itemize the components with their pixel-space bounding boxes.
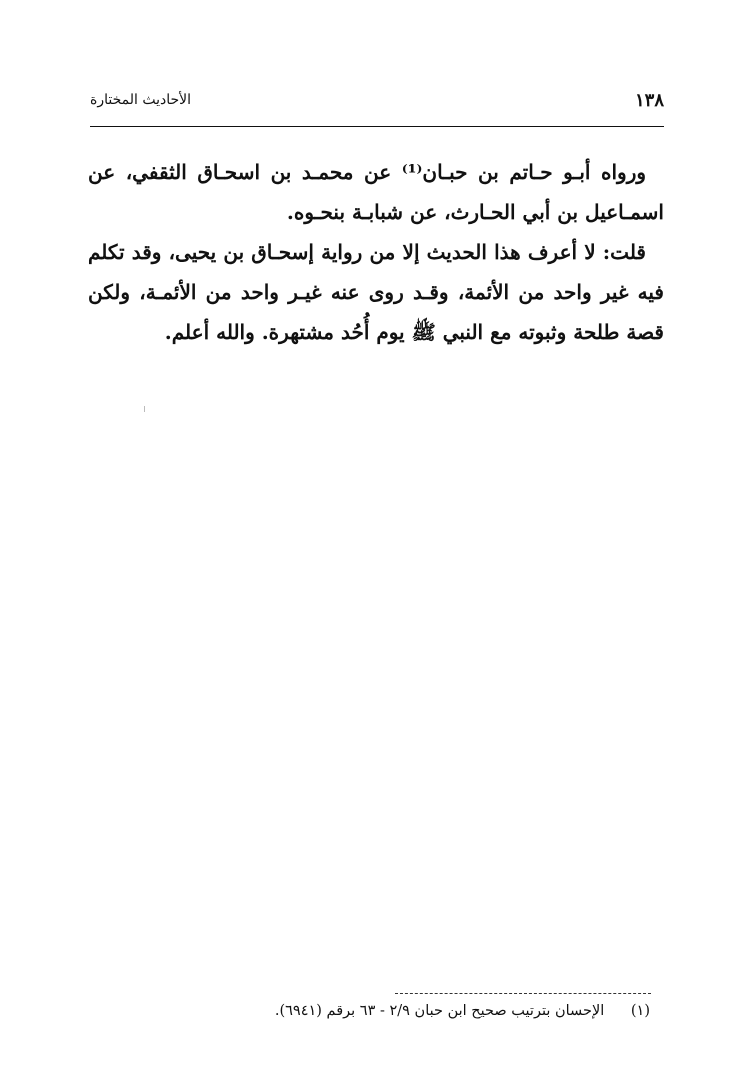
header-rule: [90, 126, 664, 127]
scan-speck: [144, 406, 145, 412]
main-text: [88, 152, 664, 352]
footnote-number: (١): [630, 1003, 650, 1019]
running-header: [90, 88, 664, 118]
page-number: ١٣٨: [634, 90, 664, 111]
footnote-rule: [395, 993, 651, 994]
paragraph-commentary: قلت: لا أعرف هذا الحديث إلا من رواية إسحـاق بن يحيى، وقد تكلم فيه غير واحد من الأئمة، وقـد روى عنه غيـر واحد من الأئمـة، ولكن قصة طلحة وثبوته مع النبي ﷺ يوم أُحُد مشتهرة. والله أعلم.: [88, 240, 664, 344]
running-title: الأحاديث المختارة: [90, 92, 191, 108]
footnote-text: الإحسان بترتيب صحيح ابن حبان ٢/٩ - ٦٣ برقم (٦٩٤١).: [274, 1003, 605, 1019]
footnote: [200, 1003, 650, 1019]
paragraph-narration: ورواه أبـو حـاتم بن حبـان⁽¹⁾ عن محمـد بن اسحـاق الثقفي، عن اسمـاعيل بن أبي الحـارث، عن شبابـة بنحـوه.: [88, 160, 664, 224]
